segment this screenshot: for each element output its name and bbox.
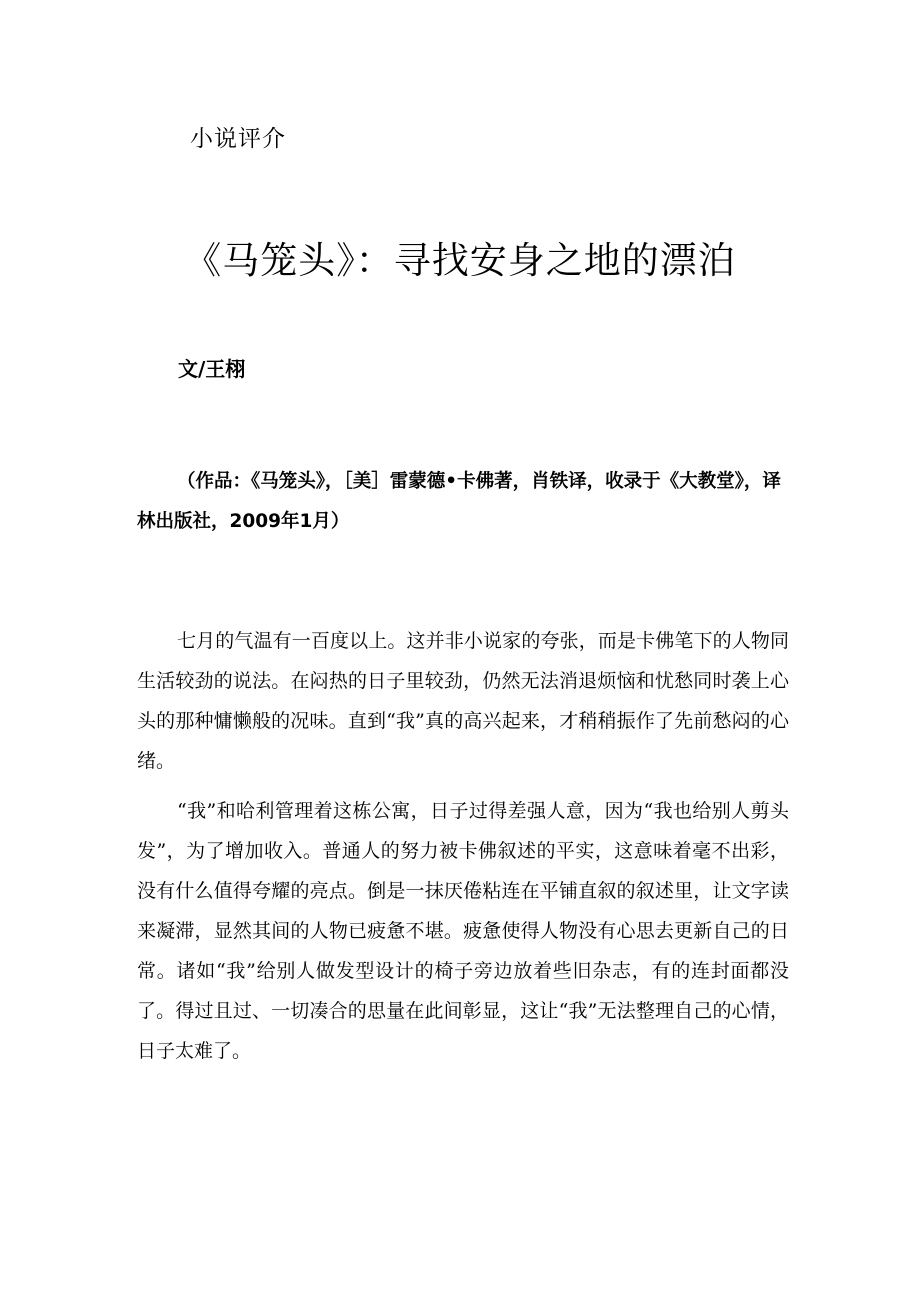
body-paragraph: 七月的气温有一百度以上。这并非小说家的夸张，而是卡佛笔下的人物同生活较劲的说法。在闷热的日子里较劲，仍然无法消退烦恼和忧愁同时袭上心头的那种慵懒般的况味。直到“我”真的高兴起来，才稍稍振作了先前愁闷的心绪。 (137, 630, 789, 772)
section-label: 小说评介 (190, 126, 286, 152)
body-paragraph: “我”和哈利管理着这栋公寓，日子过得差强人意，因为“我也给别人剪头发”，为了增加收入。普通人的努力被卡佛叙述的平实，这意味着毫不出彩，没有什么值得夸耀的亮点。倒是一抹厌倦粘连在平铺直叙的叙述里，让文字读来凝滞，显然其间的人物已疲惫不堪。疲惫使得人物没有心思去更新自己的日常。诸如“我”给别人做发型设计的椅子旁边放着些旧杂志，有的连封面都没了。得过且过、一切凑合的思量在此间彰显，这让“我”无法整理自己的心情，日子太难了。 (137, 800, 789, 1062)
author-byline: 文/王栩 (178, 357, 246, 381)
article-title: 《马笼头》：寻找安身之地的漂泊 (184, 239, 736, 282)
article-body (137, 621, 789, 1081)
source-citation: （作品：《马笼头》，［美］雷蒙德•卡佛著，肖铁译，收录于《大教堂》，译林出版社，2009年1月） (137, 471, 781, 532)
